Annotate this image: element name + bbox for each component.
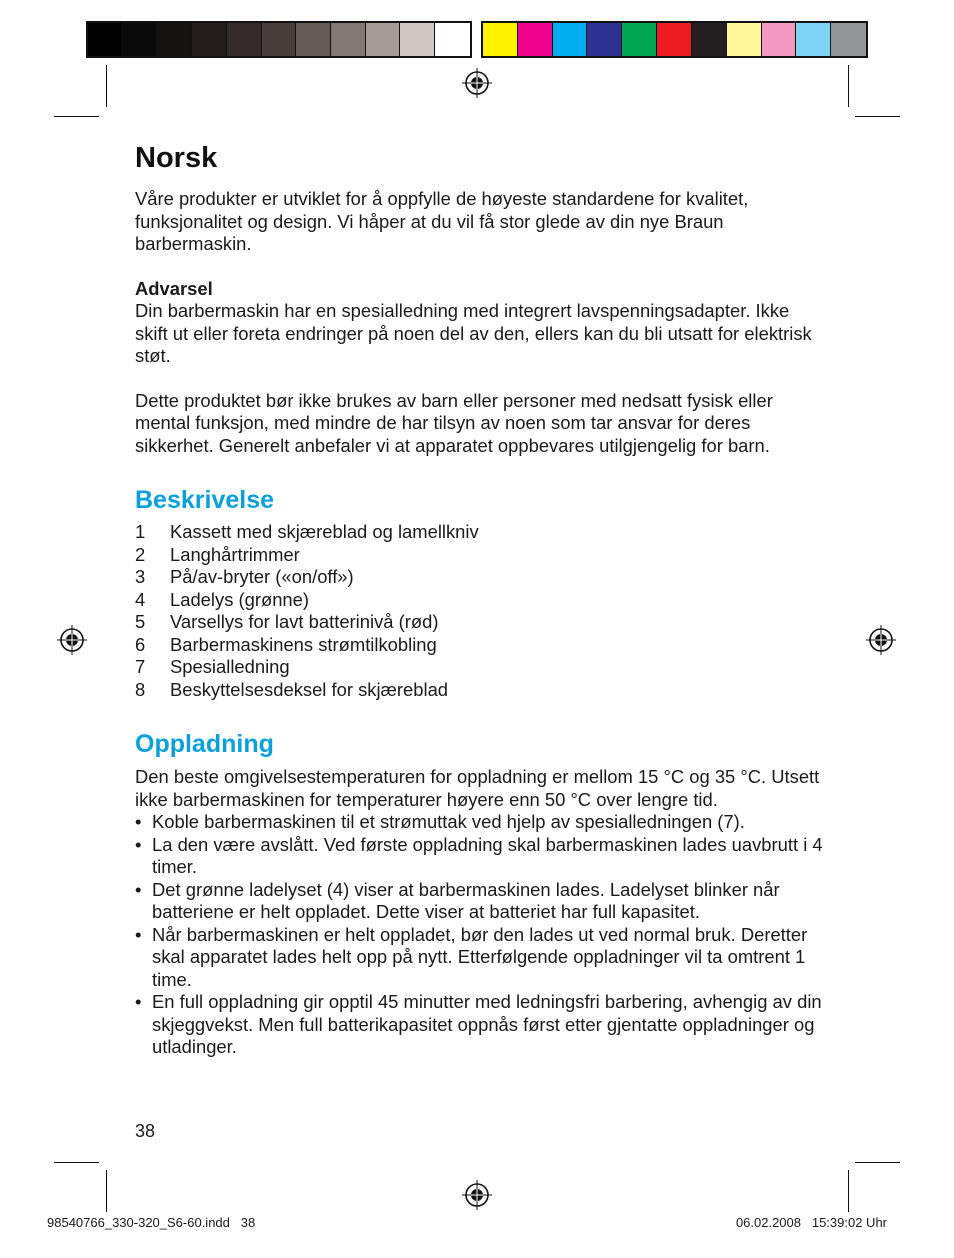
color-swatch bbox=[262, 23, 297, 56]
crop-mark bbox=[106, 65, 107, 107]
list-item bbox=[135, 924, 825, 992]
color-swatch bbox=[296, 23, 331, 56]
description-heading: Beskrivelse bbox=[135, 486, 275, 514]
list-item-text: Det grønne ladelyset (4) viser at barbermaskinen lades. Ladelyset blinker når batteriene er helt oppladet. Dette viser at batteriet har full kapasitet. bbox=[152, 878, 780, 922]
color-swatch bbox=[88, 23, 123, 56]
list-item-text: På/av-bryter («on/off») bbox=[170, 566, 354, 587]
charging-intro: Den beste omgivelsestemperaturen for oppladning er mellom 15 °C og 35 °C. Utsett ikke barbermaskinen for temperaturer høyere enn 50 °C over lengre tid. bbox=[135, 766, 820, 810]
color-swatch bbox=[657, 23, 692, 56]
charging-list bbox=[135, 811, 825, 1059]
list-item-text: Når barbermaskinen er helt oppladet, bør den lades ut ved normal bruk. Deretter skal apparatet lades helt opp på nytt. Etterfølgende oppladninger vil ta omtrent 1 time. bbox=[152, 923, 808, 990]
color-swatch bbox=[831, 23, 866, 56]
registration-mark-icon bbox=[866, 625, 896, 655]
description-list bbox=[135, 521, 825, 701]
list-item-text: Barbermaskinens strømtilkobling bbox=[170, 633, 437, 655]
bullet-icon: • bbox=[135, 811, 142, 832]
color-swatch bbox=[553, 23, 588, 56]
crop-mark bbox=[855, 1162, 900, 1163]
crop-mark bbox=[848, 1170, 849, 1212]
list-item-number: 8 bbox=[135, 678, 146, 700]
color-swatch bbox=[622, 23, 657, 56]
charging-heading: Oppladning bbox=[135, 730, 274, 758]
bullet-icon: • bbox=[135, 991, 142, 1012]
color-swatch bbox=[796, 23, 831, 56]
bullet-icon: • bbox=[135, 878, 142, 900]
color-swatch bbox=[366, 23, 401, 56]
list-item-text: En full oppladning gir opptil 45 minutter med ledningsfri barbering, avhengig av din skjeggvekst. Men full batterikapasitet oppnås først etter gjentatte oppladninger og utladinger. bbox=[152, 991, 822, 1057]
list-item bbox=[135, 811, 825, 834]
color-swatch bbox=[157, 23, 192, 56]
list-item bbox=[135, 879, 825, 924]
list-item-text: Ladelys (grønne) bbox=[170, 588, 310, 610]
color-bar-right bbox=[481, 21, 868, 58]
color-swatch bbox=[727, 23, 762, 56]
list-item-text: Varsellys for lavt batterinivå (rød) bbox=[170, 611, 439, 632]
list-item-number: 6 bbox=[135, 633, 146, 655]
color-swatch bbox=[331, 23, 366, 56]
list-item-text: Kassett med skjæreblad og lamellkniv bbox=[170, 521, 479, 542]
color-swatch bbox=[587, 23, 622, 56]
list-item-number: 7 bbox=[135, 656, 146, 677]
color-swatch bbox=[483, 23, 518, 56]
list-item-number: 4 bbox=[135, 588, 146, 610]
warning-paragraph: Din barbermaskin har en spesialledning med integrert lavspenningsadapter. Ikke skift ut eller foreta endringer på noen del av den, ellers kan du bli utsatt for elektrisk støt. bbox=[135, 300, 812, 366]
page-number: 38 bbox=[135, 1121, 156, 1141]
list-item-number: 5 bbox=[135, 611, 146, 632]
list-item bbox=[135, 589, 825, 612]
list-item-text: Beskyttelsesdeksel for skjæreblad bbox=[170, 678, 449, 700]
list-item bbox=[135, 991, 825, 1059]
crop-mark bbox=[54, 1162, 99, 1163]
color-swatch bbox=[435, 23, 470, 56]
crop-mark bbox=[848, 65, 849, 107]
list-item bbox=[135, 544, 825, 567]
crop-mark bbox=[54, 116, 99, 117]
registration-mark-icon bbox=[462, 1180, 492, 1210]
list-item bbox=[135, 634, 825, 657]
list-item bbox=[135, 611, 825, 634]
list-item-text: Spesialledning bbox=[170, 656, 290, 677]
list-item-text: Langhårtrimmer bbox=[170, 543, 300, 565]
list-item-text: La den være avslått. Ved første oppladning skal barbermaskinen lades uavbrutt i 4 timer. bbox=[152, 833, 823, 877]
bullet-icon: • bbox=[135, 923, 142, 945]
color-swatch bbox=[400, 23, 435, 56]
crop-mark bbox=[855, 116, 900, 117]
color-swatch bbox=[123, 23, 158, 56]
list-item-text: Koble barbermaskinen til et strømuttak ved hjelp av spesialledningen (7). bbox=[152, 811, 745, 832]
list-item bbox=[135, 656, 825, 679]
list-item-number: 2 bbox=[135, 543, 146, 565]
footer-date: 06.02.2008 15:39:02 Uhr bbox=[735, 1215, 887, 1230]
intro-paragraph: Våre produkter er utviklet for å oppfylle de høyeste standardene for kvalitet, funksjonalitet og design. Vi håper at du vil få stor glede av din nye Braun barbermaskin. bbox=[135, 188, 749, 254]
list-item bbox=[135, 566, 825, 589]
color-swatch bbox=[692, 23, 727, 56]
list-item-number: 1 bbox=[135, 521, 146, 542]
list-item-number: 3 bbox=[135, 566, 146, 587]
color-bar-left bbox=[86, 21, 472, 58]
color-swatch bbox=[518, 23, 553, 56]
bullet-icon: • bbox=[135, 833, 142, 855]
color-swatch bbox=[192, 23, 227, 56]
list-item bbox=[135, 679, 825, 702]
list-item bbox=[135, 521, 825, 544]
safety-paragraph: Dette produktet bør ikke brukes av barn eller personer med nedsatt fysisk eller mental funksjon, med mindre de har tilsyn av noen som tar ansvar for deres sikkerhet. Generelt anbefaler vi at apparatet oppbevares utilgjengelig for barn. bbox=[135, 389, 773, 456]
page-title: Norsk bbox=[135, 142, 218, 174]
warning-heading: Advarsel bbox=[135, 277, 213, 299]
crop-mark bbox=[106, 1170, 107, 1212]
footer-file: 98540766_330-320_S6-60.indd 38 bbox=[47, 1215, 256, 1230]
color-swatch bbox=[227, 23, 262, 56]
list-item bbox=[135, 834, 825, 879]
registration-mark-icon bbox=[462, 68, 492, 98]
color-swatch bbox=[762, 23, 797, 56]
registration-mark-icon bbox=[57, 625, 87, 655]
page-content bbox=[135, 140, 825, 1059]
